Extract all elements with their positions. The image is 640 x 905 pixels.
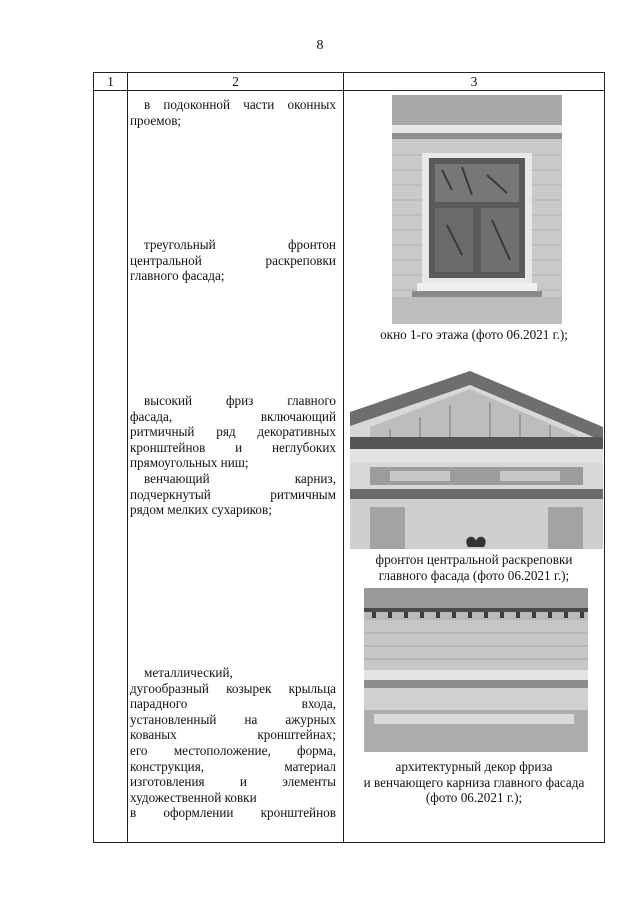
- caption-line: и венчающего карниза главного фасада: [363, 774, 585, 790]
- item-cornice: [130, 471, 336, 518]
- text-line: треугольный фронтон: [144, 237, 336, 252]
- text-line: венчающий карниз,: [144, 471, 336, 486]
- caption-line: главного фасада (фото 06.2021 г.);: [378, 567, 570, 583]
- item-windowsill: [130, 97, 336, 128]
- table-border-top: [93, 72, 605, 73]
- text-line: ритмичный ряд декоративных: [130, 424, 336, 440]
- table-border-bottom: [93, 842, 605, 843]
- column-divider-1: [127, 72, 128, 843]
- text-line: кронштейнов и неглубоких: [130, 439, 336, 455]
- text-line: изготовления и элементы: [130, 774, 336, 790]
- pediment-photo: [350, 357, 603, 549]
- text-line: парадного входа,: [130, 696, 336, 712]
- text-line: конструкция, материал: [130, 758, 336, 774]
- item-frieze: [130, 393, 336, 471]
- text-line: подчеркнутый ритмичным: [130, 486, 336, 502]
- photo-caption: [344, 327, 604, 343]
- caption-line: фронтон центральной раскреповки: [375, 552, 573, 567]
- text-line: кованых кронштейнах;: [130, 727, 336, 743]
- text-line: в оформлении кронштейнов: [130, 805, 336, 821]
- text-line: прямоугольных ниш;: [130, 455, 249, 471]
- text-line: центральной раскреповки: [130, 252, 336, 268]
- text-line: фасада, включающий: [130, 408, 336, 424]
- column-header-2: 2: [232, 74, 239, 89]
- photo-caption: [344, 759, 604, 806]
- caption-line: окно 1-го этажа (фото 06.2021 г.);: [380, 327, 568, 342]
- caption-line: архитектурный декор фриза: [395, 759, 553, 774]
- frieze-photo: [364, 588, 588, 752]
- table-header-divider: [93, 90, 605, 91]
- text-line: его местоположение, форма,: [130, 742, 336, 758]
- text-line: дугообразный козырек крыльца: [130, 680, 336, 696]
- table-border-right: [604, 72, 605, 843]
- item-pediment: [130, 237, 336, 284]
- text-line: рядом мелких сухариков;: [130, 502, 272, 518]
- item-canopy: [130, 665, 336, 821]
- text-line: проемов;: [130, 112, 182, 128]
- column-divider-2: [343, 72, 344, 843]
- photo-caption: [344, 552, 604, 583]
- window-photo: [392, 95, 562, 324]
- text-line: художественной ковки: [130, 789, 257, 805]
- column-header-3: 3: [470, 74, 478, 89]
- text-line: металлический,: [144, 665, 233, 680]
- caption-line: (фото 06.2021 г.);: [425, 790, 523, 806]
- text-line: в подоконной части оконных: [144, 97, 336, 112]
- page-number: 8: [316, 38, 324, 53]
- text-line: высокий фриз главного: [144, 393, 336, 408]
- column-header-1: 1: [107, 74, 114, 89]
- text-line: установленный на ажурных: [130, 711, 336, 727]
- table-border-left: [93, 72, 94, 843]
- text-line: главного фасада;: [130, 268, 225, 284]
